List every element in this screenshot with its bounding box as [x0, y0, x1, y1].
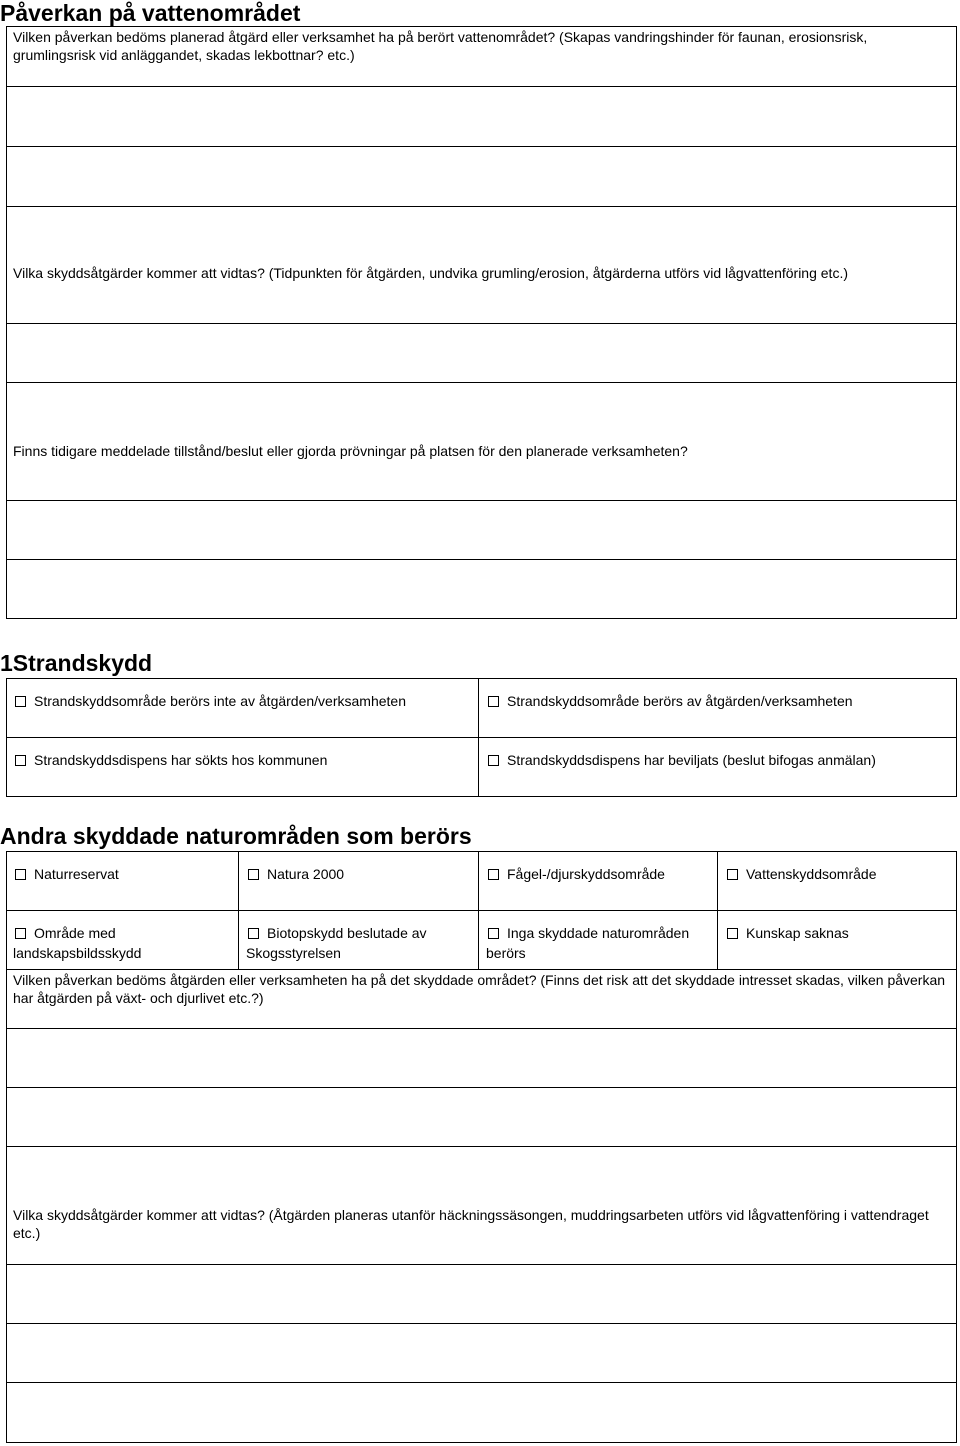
- water-protection-question-box: [6, 206, 957, 324]
- water-impact-question-box: [6, 26, 957, 87]
- checkbox[interactable]: [488, 869, 499, 880]
- option-biotope-protection[interactable]: [246, 923, 474, 963]
- section-title-protected: Andra skyddade naturområden som berörs: [0, 823, 472, 849]
- protected-impact-question-box: [6, 969, 957, 1029]
- protected-protection-question: Vilka skyddsåtgärder kommer att vidtas? (Åtgärden planeras utanför häckningssäsongen, muddringsarbeten utförs vid lågvattenföring i vattendraget etc.): [13, 1207, 929, 1241]
- option-label: Vattenskyddsområde: [746, 866, 877, 882]
- protected-protection-answer-3[interactable]: [6, 1382, 957, 1443]
- water-protection-question: Vilka skyddsåtgärder kommer att vidtas? (Tidpunkten för åtgärden, undvika grumling/erosion, åtgärderna utförs vid lågvattenföring etc.): [13, 265, 848, 281]
- protected-col-divider-3: [717, 851, 718, 970]
- protected-col-divider-2: [478, 851, 479, 970]
- previous-permits-answer-2[interactable]: [6, 559, 957, 619]
- option-bird-animal-protection[interactable]: [488, 864, 665, 884]
- water-protection-answer-1[interactable]: [6, 323, 957, 383]
- protected-impact-question: Vilken påverkan bedöms åtgärden eller verksamheten ha på det skyddade området? (Finns det risk att det skyddade intresset skadas, vilken påverkan har åtgärden på växt- och djurlivet etc.?): [13, 972, 946, 1006]
- checkbox[interactable]: [727, 869, 738, 880]
- protected-protection-question-box: [6, 1146, 957, 1265]
- shore-option-dispensation-applied[interactable]: [15, 750, 327, 770]
- shore-option-dispensation-granted[interactable]: [488, 750, 876, 770]
- protected-impact-answer-2[interactable]: [6, 1087, 957, 1147]
- checkbox[interactable]: [248, 869, 259, 880]
- option-water-protection-area[interactable]: [727, 864, 876, 884]
- checkbox[interactable]: [488, 755, 499, 766]
- checkbox[interactable]: [15, 755, 26, 766]
- protected-impact-answer-1[interactable]: [6, 1028, 957, 1088]
- water-impact-answer-2[interactable]: [6, 146, 957, 207]
- protected-row-divider: [6, 910, 957, 911]
- previous-permits-question-box: [6, 382, 957, 501]
- option-landscape-protection[interactable]: [13, 923, 233, 963]
- section-title-shore: 1Strandskydd: [0, 650, 153, 676]
- option-natura-2000[interactable]: [248, 864, 344, 884]
- protected-protection-answer-1[interactable]: [6, 1264, 957, 1324]
- option-no-protected-areas[interactable]: [486, 923, 714, 963]
- protected-protection-answer-2[interactable]: [6, 1323, 957, 1383]
- water-impact-question: Vilken påverkan bedöms planerad åtgärd eller verksamhet ha på berört vattenområdet? (Skapas vandringshinder för faunan, erosionsrisk, grumlingsrisk vid anläggandet, skadas lekbottnar? etc.): [13, 29, 868, 63]
- protected-col-divider-1: [238, 851, 239, 970]
- shore-col-divider: [478, 678, 479, 797]
- checkbox[interactable]: [15, 869, 26, 880]
- option-label-line1: Inga skyddade naturområden: [507, 925, 690, 941]
- checkbox[interactable]: [15, 696, 26, 707]
- option-label: Fågel-/djurskyddsområde: [507, 866, 665, 882]
- option-label: Strandskyddsområde berörs inte av åtgärden/verksamheten: [34, 693, 406, 709]
- water-impact-answer-1[interactable]: [6, 86, 957, 147]
- shore-option-affected[interactable]: [488, 691, 853, 711]
- previous-permits-question: Finns tidigare meddelade tillstånd/beslut eller gjorda prövningar på platsen för den planerade verksamheten?: [13, 443, 688, 459]
- checkbox[interactable]: [727, 928, 738, 939]
- option-label-line1: Område med: [34, 925, 116, 941]
- option-nature-reserve[interactable]: [15, 864, 119, 884]
- option-label: Natura 2000: [267, 866, 345, 882]
- shore-option-not-affected[interactable]: [15, 691, 406, 711]
- option-label-line2: berörs: [486, 945, 526, 961]
- option-knowledge-lacking[interactable]: [725, 923, 953, 943]
- option-label: Strandskyddsdispens har beviljats (beslut bifogas anmälan): [507, 752, 876, 768]
- option-label-line1: Biotopskydd beslutade av: [267, 925, 427, 941]
- option-label: Strandskyddsdispens har sökts hos kommunen: [34, 752, 328, 768]
- checkbox[interactable]: [248, 928, 259, 939]
- shore-row-divider: [6, 737, 957, 738]
- section-title-water: Påverkan på vattenområdet: [0, 0, 301, 26]
- option-label-line2: Skogsstyrelsen: [246, 945, 341, 961]
- option-label-line2: landskapsbildsskydd: [13, 945, 142, 961]
- option-label-line1: Kunskap saknas: [746, 925, 849, 941]
- option-label: Naturreservat: [34, 866, 119, 882]
- checkbox[interactable]: [15, 928, 26, 939]
- checkbox[interactable]: [488, 696, 499, 707]
- checkbox[interactable]: [488, 928, 499, 939]
- previous-permits-answer-1[interactable]: [6, 500, 957, 560]
- option-label: Strandskyddsområde berörs av åtgärden/verksamheten: [507, 693, 853, 709]
